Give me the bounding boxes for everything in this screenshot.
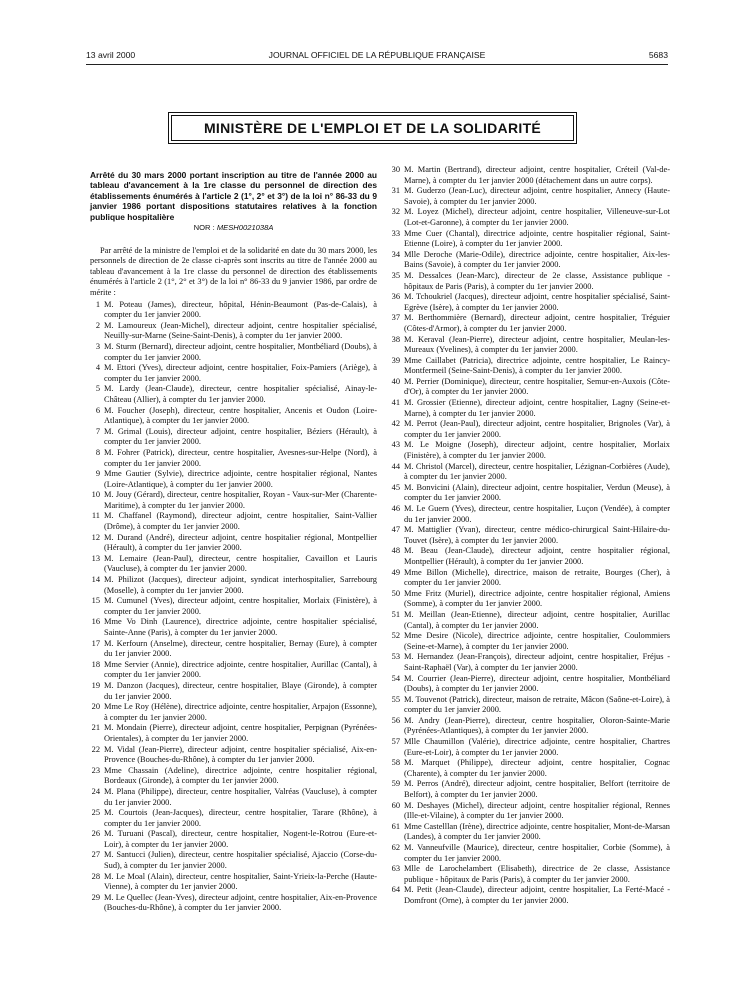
list-item: [90, 300, 377, 321]
entry-text: M. Turuani (Pascal), directeur, centre hospitalier, Nogent-le-Rotrou (Eure-et-Loir), à compter du 1er janvier 2000.: [104, 829, 377, 849]
list-item: [387, 229, 670, 250]
list-item: [90, 554, 377, 575]
entry-number: 57: [391, 737, 400, 747]
list-item: [387, 546, 670, 567]
entry-number: 9: [95, 469, 100, 479]
list-item: [387, 674, 670, 695]
entry-text: M. Christol (Marcel), directeur, centre hospitalier, Lézignan-Corbières (Aude), à compter du 1er janvier 2000.: [404, 461, 670, 482]
entry-text: M. Lamoureux (Jean-Michel), directeur adjoint, centre hospitalier spécialisé, Neuilly-sur-Marne (Seine-Saint-Denis), à compter du 1er janvier 2000.: [104, 320, 377, 341]
entry-number: 30: [391, 165, 400, 174]
list-item: [90, 469, 377, 490]
arrete-intro: Par arrêté de la ministre de l'emploi et de la solidarité en date du 30 mars 2000, les personnels de direction de 2e classe ci-après sont inscrits au titre de l'année 2000 au tableau d'avancement à la 1re classe du personnel de direction des établissements énumérés à l'article 2 (1°, 2° et 3°) de la loi n° 86-33 du 9 janvier 1986, par ordre de mérite :: [90, 245, 377, 297]
nor-label: NOR :: [193, 223, 215, 233]
list-item: [387, 885, 670, 906]
entry-text: M. Durand (André), directeur adjoint, centre hospitalier régional, Montpellier (Hérault), à compter du 1er janvier 2000.: [104, 532, 377, 553]
entry-text: Mme Gautier (Sylvie), directrice adjointe, centre hospitalier régional, Nantes (Loire-Atlantique), à compter du 1er janvier 2000.: [104, 469, 377, 489]
list-item: [387, 652, 670, 673]
list-item: [90, 321, 377, 342]
entry-number: 26: [91, 829, 100, 839]
list-item: [90, 745, 377, 766]
entry-number: 28: [91, 871, 100, 881]
entry-number: 22: [91, 744, 100, 754]
entry-text: M. Lardy (Jean-Claude), directeur, centre hospitalier spécialisé, Ainay-le-Château (Allier), à compter du 1er janvier 2000.: [104, 384, 377, 404]
list-item: [387, 695, 670, 716]
entry-text: M. Deshayes (Michel), directeur adjoint, centre hospitalier régional, Rennes (Ille-et-Vilaine), à compter du 1er janvier 2000.: [404, 800, 670, 821]
entry-number: 56: [391, 715, 400, 725]
entry-number: 19: [91, 680, 100, 690]
page-header: [86, 50, 668, 64]
entry-text: M. Perrier (Dominique), directeur, centre hospitalier, Semur-en-Auxois (Côte-d'Or), à compter du 1er janvier 2000.: [404, 376, 670, 397]
entry-text: M. Santucci (Julien), directeur, centre hospitalier spécialisé, Ajaccio (Corse-du-Sud), à compter du 1er janvier 2000.: [104, 850, 377, 871]
entry-number: 3: [95, 341, 100, 351]
entry-number: 23: [91, 765, 100, 775]
list-item: [387, 737, 670, 758]
entry-text: M. Courrier (Jean-Pierre), directeur adjoint, centre hospitalier, Montbéliard (Doubs), à compter du 1er janvier 2000.: [404, 673, 670, 694]
entry-number: 17: [91, 638, 100, 648]
entry-number: 46: [391, 504, 400, 513]
entry-text: Mme Caillabet (Patricia), directrice adjointe, centre hospitalier, Le Raincy-Montfermeil (Seine-Saint-Denis), à compter du 1er janvier 2000.: [404, 355, 670, 376]
header-date: 13 avril 2000: [86, 50, 136, 60]
entry-text: M. Mattiglier (Yvan), directeur, centre médico-chirurgical Saint-Hilaire-du-Touvet (Isère), à compter du 1er janvier 2000.: [404, 525, 670, 545]
list-item: [387, 335, 670, 356]
list-item: [90, 406, 377, 427]
list-item: [90, 363, 377, 384]
list-item: [387, 758, 670, 779]
entry-number: 62: [391, 843, 400, 852]
entry-number: 31: [391, 186, 400, 196]
list-item: [90, 787, 377, 808]
entry-number: 48: [391, 546, 400, 556]
entry-text: Mlle Deroche (Marie-Odile), directrice adjointe, centre hospitalier, Aix-les-Bains (Savoie), à compter du 1er janvier 2000.: [404, 249, 670, 270]
list-item: [387, 271, 670, 292]
entry-number: 55: [391, 694, 400, 704]
entry-text: M. Kerfourn (Anselme), directeur, centre hospitalier, Bernay (Eure), à compter du 1er janvier 2000.: [104, 638, 377, 659]
entry-number: 61: [391, 821, 400, 831]
entry-number: 37: [391, 313, 400, 323]
entry-number: 53: [391, 652, 400, 662]
right-column: [387, 165, 670, 907]
entry-number: 15: [91, 596, 100, 606]
list-item: [90, 575, 377, 596]
entry-text: M. Ettori (Yves), directeur adjoint, centre hospitalier, Foix-Pamiers (Ariège), à compter du 1er janvier 2000.: [104, 363, 377, 383]
entry-text: Mlle de Larochelambert (Elisabeth), directrice de 2e classe, Assistance publique - hôpitaux de Paris (Paris), à compter du 1er janvier 2000.: [404, 864, 670, 884]
entry-text: M. Cumunel (Yves), directeur adjoint, centre hospitalier, Morlaix (Finistère), à compter du 1er janvier 2000.: [104, 596, 377, 616]
list-item: [90, 829, 377, 850]
entry-number: 52: [391, 631, 400, 641]
list-item: [387, 462, 670, 483]
list-item: [387, 568, 670, 589]
entry-text: M. Hernandez (Jean-François), directeur adjoint, centre hospitalier, Fréjus - Saint-Raphaël (Var), à compter du 1er janvier 2000.: [404, 652, 670, 672]
entry-text: Mme Billon (Michelle), directrice, maison de retraite, Bourges (Cher), à compter du 1er janvier 2000.: [404, 567, 670, 588]
entry-text: M. Vanneufville (Maurice), directeur, centre hospitalier, Corbie (Somme), à compter du 1er janvier 2000.: [404, 843, 670, 863]
entry-text: Mme Vo Dinh (Laurence), directrice adjointe, centre hospitalier spécialisé, Sainte-Anne (Paris), à compter du 1er janvier 2000.: [104, 617, 377, 637]
list-item: [90, 384, 377, 405]
list-item: [387, 589, 670, 610]
list-item: [387, 313, 670, 334]
list-item: [90, 342, 377, 363]
entry-text: M. Meillan (Jean-Etienne), directeur adjoint, centre hospitalier, Aurillac (Cantal), à compter du 1er janvier 2000.: [404, 609, 670, 630]
entry-text: M. Le Moigne (Joseph), directeur adjoint, centre hospitalier, Morlaix (Finistère), à compter du 1er janvier 2000.: [404, 440, 670, 461]
entry-number: 32: [391, 207, 400, 217]
list-item: [90, 660, 377, 681]
entry-number: 4: [95, 363, 100, 373]
entry-text: M. Lemaire (Jean-Paul), directeur, centre hospitalier, Cavaillon et Lauris (Vaucluse), à compter du 1er janvier 2000.: [104, 553, 377, 574]
entry-text: Mme Le Roy (Hélène), directrice adjointe, centre hospitalier, Arpajon (Essonne), à compter du 1er janvier 2000.: [104, 702, 377, 722]
entry-text: Mme Castelllan (Irène), directrice adjointe, centre hospitalier, Mont-de-Marsan (Landes), à compter du 1er janvier 2000.: [404, 821, 670, 842]
entry-text: Mlle Chaumillon (Valérie), directrice adjointe, centre hospitalier, Chartres (Eure-et-Loir), à compter du 1er janvier 2000.: [404, 737, 670, 757]
entry-number: 25: [91, 808, 100, 818]
entry-text: M. Marquet (Philippe), directeur adjoint, centre hospitalier, Cognac (Charente), à compter du 1er janvier 2000.: [404, 758, 670, 778]
entry-number: 44: [391, 461, 400, 471]
entry-number: 1: [95, 299, 100, 309]
entry-number: 7: [95, 426, 100, 436]
entry-number: 5: [95, 384, 100, 394]
list-item: [90, 681, 377, 702]
list-item: [90, 427, 377, 448]
list-item: [387, 843, 670, 864]
entry-text: M. Andry (Jean-Pierre), directeur, centre hospitalier, Oloron-Sainte-Marie (Pyrénées-Atlantiques), à compter du 1er janvier 2000.: [404, 715, 670, 736]
entry-text: M. Le Guern (Yves), directeur, centre hospitalier, Luçon (Vendée), à compter du 1er janvier 2000.: [404, 504, 670, 524]
entry-text: M. Perrot (Jean-Paul), directeur adjoint, centre hospitalier, Brignoles (Var), à compter du 1er janvier 2000.: [404, 419, 670, 439]
entry-number: 42: [391, 419, 400, 429]
entry-text: M. Jouy (Gérard), directeur, centre hospitalier, Royan - Vaux-sur-Mer (Charente-Maritime), à compter du 1er janvier 2000.: [104, 490, 377, 510]
entry-text: M. Le Quellec (Jean-Yves), directeur adjoint, centre hospitalier, Aix-en-Provence (Bouches-du-Rhône), à compter du 1er janvier 2000.: [104, 892, 377, 913]
list-item: [90, 511, 377, 532]
entry-text: M. Poteau (James), directeur, hôpital, Hénin-Beaumont (Pas-de-Calais), à compter du 1er janvier 2000.: [104, 299, 377, 320]
entry-text: M. Sturm (Bernard), directeur adjoint, centre hospitalier, Montbéliard (Doubs), à compter du 1er janvier 2000.: [104, 341, 377, 362]
entry-number: 27: [91, 850, 100, 860]
nor-reference: [90, 223, 377, 234]
entry-text: M. Berthommière (Bernard), directeur adjoint, centre hospitalier, Tréguier (Côtes-d'Armor), à compter du 1er janvier 2000.: [404, 313, 670, 333]
entry-text: M. Philizot (Jacques), directeur adjoint, syndicat interhospitalier, Sarrebourg (Moselle), à compter du 1er janvier 2000.: [104, 575, 377, 595]
list-item: [90, 702, 377, 723]
list-item: [90, 893, 377, 914]
entry-text: M. Danzon (Jacques), directeur, centre hospitalier, Blaye (Gironde), à compter du 1er janvier 2000.: [104, 680, 377, 701]
list-item: [387, 779, 670, 800]
entry-number: 45: [391, 482, 400, 492]
entry-number: 16: [91, 617, 100, 627]
entry-number: 38: [391, 334, 400, 344]
entry-number: 63: [391, 864, 400, 874]
entry-text: M. Loyez (Michel), directeur adjoint, centre hospitalier, Villeneuve-sur-Lot (Lot-et-Garonne), à compter du 1er janvier 2000.: [404, 207, 670, 227]
entry-number: 21: [91, 723, 100, 733]
list-item: [387, 377, 670, 398]
entry-number: 35: [391, 270, 400, 280]
entry-number: 43: [391, 440, 400, 450]
entry-number: 54: [391, 673, 400, 683]
entry-list-right: [387, 165, 670, 907]
list-item: [387, 207, 670, 228]
list-item: [387, 822, 670, 843]
entry-number: 10: [91, 490, 100, 500]
entry-number: 59: [391, 779, 400, 789]
entry-text: M. Perros (André), directeur adjoint, centre hospitalier, Belfort (territoire de Belfort), à compter du 1er janvier 2000.: [404, 779, 670, 800]
entry-text: M. Tchoukriel (Jacques), directeur adjoint, centre hospitalier spécialisé, Saint-Egrève (Isère), à compter du 1er janvier 2000.: [404, 292, 670, 312]
entry-number: 2: [95, 320, 100, 330]
entry-text: M. Vidal (Jean-Pierre), directeur adjoint, centre hospitalier spécialisé, Aix-en-Provence (Bouches-du-Rhône), à compter du 1er janvier 2000.: [104, 744, 377, 765]
entry-text: M. Fohrer (Patrick), directeur, centre hospitalier, Avesnes-sur-Helpe (Nord), à compter du 1er janvier 2000.: [104, 447, 377, 468]
list-item: [387, 716, 670, 737]
list-item: [90, 617, 377, 638]
entry-text: M. Foucher (Joseph), directeur, centre hospitalier, Ancenis et Oudon (Loire-Atlantique), à compter du 1er janvier 2000.: [104, 405, 377, 426]
list-item: [90, 639, 377, 660]
list-item: [387, 419, 670, 440]
entry-text: M. Mondain (Pierre), directeur adjoint, centre hospitalier, Perpignan (Pyrénées-Orientales), à compter du 1er janvier 2000.: [104, 723, 377, 743]
entry-text: M. Bonvicini (Alain), directeur adjoint, centre hospitalier, Verdun (Meuse), à compter du 1er janvier 2000.: [404, 482, 670, 503]
entry-number: 40: [391, 376, 400, 386]
entry-text: M. Le Moal (Alain), directeur, centre hospitalier, Saint-Yrieix-la-Perche (Haute-Vienne), à compter du 1er janvier 2000.: [104, 871, 377, 892]
entry-text: Mme Fritz (Muriel), directrice adjointe, centre hospitalier régional, Amiens (Somme), à compter du 1er janvier 2000.: [404, 588, 670, 609]
entry-text: M. Grossier (Etienne), directeur adjoint, centre hospitalier, Lagny (Seine-et-Marne), à compter du 1er janvier 2000.: [404, 398, 670, 418]
entry-number: 14: [91, 575, 100, 585]
entry-number: 39: [391, 355, 400, 365]
list-item: [387, 801, 670, 822]
list-item: [387, 165, 670, 186]
entry-text: M. Martin (Bertrand), directeur adjoint, centre hospitalier, Créteil (Val-de-Marne), à compter du 1er janvier 2000 (détachement dans un autre corps).: [404, 165, 670, 185]
entry-number: 6: [95, 405, 100, 415]
entry-text: M. Beau (Jean-Claude), directeur adjoint, centre hospitalier régional, Montpellier (Hérault), à compter du 1er janvier 2000.: [404, 546, 670, 566]
entry-list-left: [90, 300, 377, 914]
left-column: [90, 170, 377, 914]
entry-number: 18: [91, 659, 100, 669]
entry-text: Mme Desire (Nicole), directrice adjointe, centre hospitalier, Coulommiers (Seine-et-Marne), à compter du 1er janvier 2000.: [404, 631, 670, 651]
entry-text: M. Grimal (Louis), directeur adjoint, centre hospitalier, Béziers (Hérault), à compter du 1er janvier 2000.: [104, 426, 377, 447]
entry-number: 34: [391, 249, 400, 259]
arrete-title: Arrêté du 30 mars 2000 portant inscription au titre de l'année 2000 au tableau d'avancement à la 1re classe du personnel de direction des établissements énumérés à l'article 2 (1°, 2° et 3°) de la loi n° 86-33 du 9 janvier 1986 portant dispositions statutaires relatives à la fonction publique hospitalière: [90, 170, 377, 222]
entry-number: 36: [391, 292, 400, 302]
entry-text: M. Petit (Jean-Claude), directeur adjoint, centre hospitalier, La Ferté-Macé - Domfront (Orne), à compter du 1er janvier 2000.: [404, 885, 670, 905]
entry-number: 41: [391, 398, 400, 408]
entry-number: 24: [91, 786, 100, 796]
list-item: [90, 723, 377, 744]
header-journal-title: JOURNAL OFFICIEL DE LA RÉPUBLIQUE FRANÇAISE: [268, 50, 486, 60]
list-item: [387, 186, 670, 207]
list-item: [90, 490, 377, 511]
list-item: [90, 850, 377, 871]
entry-text: M. Touvenot (Patrick), directeur, maison de retraite, Mâcon (Saône-et-Loire), à compter du 1er janvier 2000.: [404, 694, 670, 715]
entry-text: Mme Chassain (Adeline), directrice adjointe, centre hospitalier régional, Bordeaux (Gironde), à compter du 1er janvier 2000.: [104, 765, 377, 786]
list-item: [387, 610, 670, 631]
entry-text: Mme Servier (Annie), directrice adjointe, centre hospitalier, Aurillac (Cantal), à compter du 1er janvier 2000.: [104, 659, 377, 680]
entry-number: 8: [95, 447, 100, 457]
entry-number: 49: [391, 567, 400, 577]
entry-number: 47: [391, 525, 400, 535]
entry-number: 12: [91, 532, 100, 542]
entry-text: M. Courtois (Jean-Jacques), directeur, centre hospitalier, Tarare (Rhône), à compter du 1er janvier 2000.: [104, 808, 377, 828]
list-item: [90, 766, 377, 787]
list-item: [387, 525, 670, 546]
entry-text: M. Plana (Philippe), directeur, centre hospitalier, Valréas (Vaucluse), à compter du 1er janvier 2000.: [104, 786, 377, 807]
list-item: [387, 504, 670, 525]
list-item: [387, 250, 670, 271]
entry-text: Mme Cuer (Chantal), directrice adjointe, centre hospitalier régional, Saint-Etienne (Loire), à compter du 1er janvier 2000.: [404, 228, 670, 249]
list-item: [387, 864, 670, 885]
list-item: [387, 356, 670, 377]
list-item: [387, 292, 670, 313]
entry-text: M. Chaffanel (Raymond), directeur adjoint, centre hospitalier, Saint-Vallier (Drôme), à compter du 1er janvier 2000.: [104, 511, 377, 532]
header-page-number: 5683: [648, 50, 668, 60]
list-item: [90, 596, 377, 617]
header-rule: [86, 64, 668, 65]
entry-text: M. Dessalces (Jean-Marc), directeur de 2e classe, Assistance publique - hôpitaux de Paris (Paris), à compter du 1er janvier 2000.: [404, 270, 670, 291]
entry-number: 64: [391, 885, 400, 895]
entry-text: M. Guderzo (Jean-Luc), directeur adjoint, centre hospitalier, Annecy (Haute-Savoie), à compter du 1er janvier 2000.: [404, 186, 670, 206]
entry-number: 11: [91, 511, 100, 521]
list-item: [90, 808, 377, 829]
entry-number: 29: [91, 892, 100, 902]
entry-number: 60: [391, 800, 400, 810]
entry-number: 13: [91, 553, 100, 563]
entry-number: 20: [91, 702, 100, 712]
list-item: [387, 440, 670, 461]
entry-number: 33: [391, 228, 400, 238]
entry-number: 58: [391, 758, 400, 768]
ministry-title: MINISTÈRE DE L'EMPLOI ET DE LA SOLIDARITÉ: [171, 115, 574, 141]
entry-text: M. Keraval (Jean-Pierre), directeur adjoint, centre hospitalier, Meulan-les-Mureaux (Yvelines), à compter du 1er janvier 2000.: [404, 334, 670, 355]
entry-number: 51: [391, 609, 400, 619]
list-item: [90, 872, 377, 893]
list-item: [90, 533, 377, 554]
list-item: [90, 448, 377, 469]
list-item: [387, 398, 670, 419]
entry-number: 50: [391, 588, 400, 598]
list-item: [387, 483, 670, 504]
list-item: [387, 631, 670, 652]
nor-code: MESH0021038A: [216, 223, 274, 233]
